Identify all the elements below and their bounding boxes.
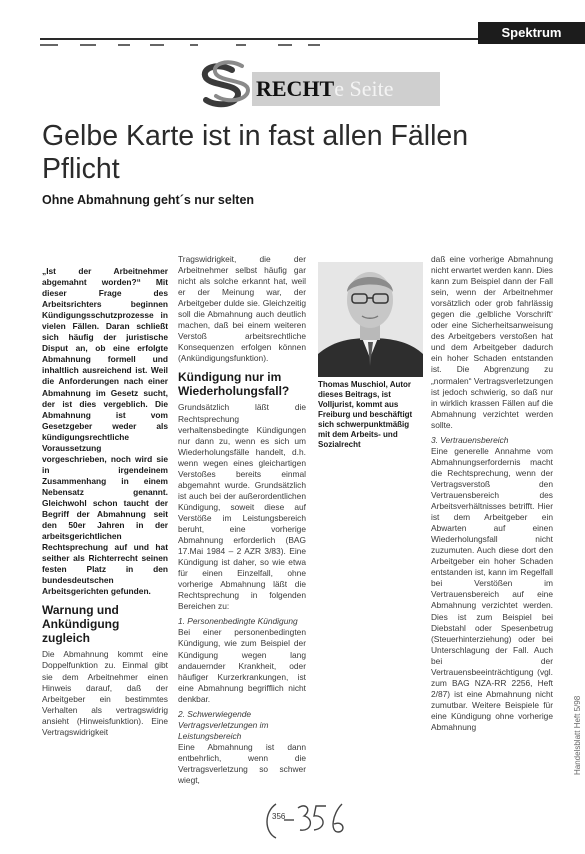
list-item-text: Eine generelle Annahme vom Abmahnungserfordernis macht die Rechtsprechung, wenn der Vertragsverstoß den Vertrauensbereich des Arbeitsverhältnisses betrifft. Hier ist dem Arbeitgeber ein Abwarten auf einen Wiederholungsfall nicht zuzumuten. Auch diese dort den Arbeitgeber ein hoher Schaden entstanden ist, kann im Regelfall bei Verstößen im Vertrauensbereich auf eine Abmahnung verzichtet werden. Dies ist zum Beispiel bei Diebstahl oder Spesenbetrug (Steuerhinterziehung) oder bei Unterschlagung der Fall. Auch bei der Vertrauensbeeinträchtigung (vgl. zum BAG NZA-RR 2256, Heft 2/87) ist eine Abmahnung nicht zumutbar. Weitere Beispiele für eine Kündigung ohne vorherige Abmahnung xyxy=(431,445,553,732)
source-note: Handelsblatt Heft 5/98 xyxy=(573,695,582,775)
logo-text: RECHTe Seite xyxy=(256,76,394,101)
subheadline: Ohne Abmahnung geht´s nur selten xyxy=(42,193,255,207)
author-photo xyxy=(318,262,423,377)
photo-caption: Thomas Muschiol, Autor dieses Beitrags, ist Volljurist, kommt aus Freiburg und beschäftigt sich schwerpunktmäßig mit dem Arbeits- und Sozialrecht xyxy=(318,380,413,449)
handwritten-page-mark-icon xyxy=(262,798,346,842)
list-item-title: 3. Vertrauensbereich xyxy=(431,434,509,445)
body-text: Tragswidrigkeit, die der Arbeitnehmer selbst häufig gar nicht als solche erkannt hat, weil er der Meinung war, der Arbeitgeber dulde sie. Gleichzeitig soll die Abmahnung auch deutlich machen, daß bei einem weiteren Verstoß arbeitsrechtliche Konsequenzen erfolgen können (Ankündigungsfunktion). xyxy=(178,254,306,364)
column-1 xyxy=(42,266,168,738)
paragraph-logo-icon xyxy=(192,60,254,112)
page-number: 356 xyxy=(272,812,286,821)
body-text: daß eine vorherige Abmahnung nicht erwartet werden kann. Dies kann zum Beispiel dann der Fall sein, wenn der Arbeitnehmer vorsätzlich oder grob fahrlässig gegen die ‚gelbliche Vorschrift‘ oder eine Sicherheitsanweisung des Arbeitgebers verstoßen hat und dem Arbeitgeber dadurch ein hoher Schaden entstanden ist. Die Abgrenzung zu „normalen“ Vertragsverletzungen ist jedoch schwierig, so daß nur in wirklich krassen Fällen auf die Abmahnung verzichtet werden sollte. xyxy=(431,254,553,430)
section-tag: Spektrum xyxy=(478,22,585,44)
section-heading: Kündigung nur im Wiederholungsfall? xyxy=(178,370,290,399)
list-item-title: 1. Personenbedingte Kündigung xyxy=(178,616,298,627)
body-text: Grundsätzlich läßt die Rechtsprechung verhaltensbedingte Kündigungen nur dann zu, wenn es sich um Wiederholungsfälle handelt, d.h. wenn wegen eines gleichartigen Verstoßes bereits einmal abgemahnt wurde. Grundsätzlich ist auch bei der außerordentlichen Kündigung, soweit diese auf Verstöße im Leistungsbereich beruht, eine vorherige Abmahnung erforderlich (BAG 17.Mai 1984 – 2 AZR 3/83). Eine Kündigung ist daher, so wie etwa für einen Einzelfall, ohne vorherige Abmahnung läßt die Rechtsprechung in folgenden Bereichen zu: xyxy=(178,402,306,612)
section-heading: Warnung und Ankündigung zugleich xyxy=(42,603,120,646)
body-text: Die Abmahnung kommt eine Doppelfunktion zu. Einmal gibt sie dem Arbeitnehmer einen Hinweis darauf, daß der Arbeitgeber ein bestimmtes Verhalten als vertragswidrig ansieht (Hinweisfunktion). Eine Vertragswidrigkeit xyxy=(42,649,168,737)
list-item-title: 2. Schwerwiegende Vertragsverletzungen im Leistungsbereich xyxy=(178,708,269,741)
lead-paragraph: „Ist der Arbeitnehmer abgemahnt worden?“ Mit dieser Frage des Arbeitsrichters beginnen Kündigungsschutzprozesse in vielen Fällen. Daran schließt sich häufig der juristische Disput an, ob eine erfolgte Abmahnung formell und inhaltlich ausreichend ist. Weil die Anforderungen nach einer Abmahnung im Gesetz sucht, der ist dies vergeblich. Die Abmahnung ist vom Gesetzgeber weder als kündigungsrechtliche Voraussetzung vorgeschrieben, noch wird sie in irgendeinem Zusammenhang in einem Nebensatz genannt. Gleichwohl schon taucht der Begriff der Abmahnung seit den 50er Jahren in der arbeitsgerichtlichen Rechtsprechung auf und hat seither als Richterrecht seinen festen Platz in den bundesdeutschen Arbeitsgerichten gefunden. xyxy=(42,266,168,597)
column-2 xyxy=(178,254,306,786)
headline: Gelbe Karte ist in fast allen Fällen Pflicht xyxy=(42,120,469,185)
list-item-text: Eine Abmahnung ist dann entbehrlich, wenn die Vertragsverletzung so schwer wiegt, xyxy=(178,741,306,786)
column-3 xyxy=(431,254,553,733)
list-item-text: Bei einer personenbedingten Kündigung, wie zum Beispiel der Kündigung wegen lang andauernder Krankheit, oder häufiger Kurzerkrankungen, ist eine Abmahnung begrifflich nicht denkbar. xyxy=(178,627,306,704)
